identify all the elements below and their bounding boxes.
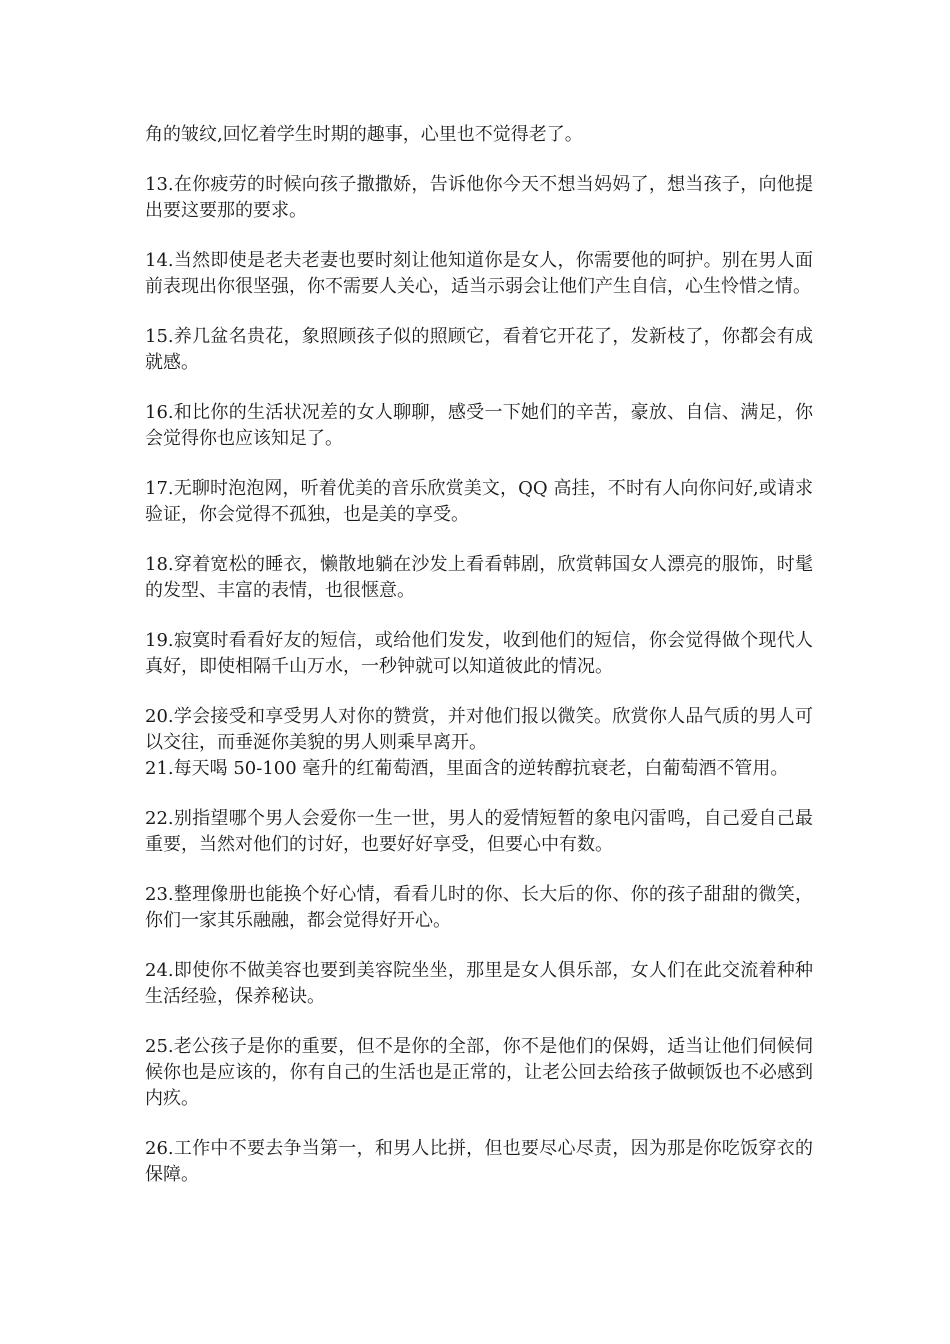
paragraph-item-20: 20.学会接受和享受男人对你的赞赏，并对他们报以微笑。欣赏你人品气质的男人可以交往，而垂涎你美貌的男人则乘早离开。 xyxy=(145,706,813,753)
paragraph-item-18: 18.穿着宽松的睡衣，懒散地躺在沙发上看看韩剧，欣赏韩国女人漂亮的服饰，时髦的发型、丰富的表情，也很惬意。 xyxy=(145,554,813,601)
paragraph-item-23: 23.整理像册也能换个好心情，看看儿时的你、长大后的你、你的孩子甜甜的微笑，你们一家其乐融融，都会觉得好开心。 xyxy=(145,884,813,931)
paragraph-item-21: 21.每天喝 50-100 毫升的红葡萄酒，里面含的逆转醇抗衰老，白葡萄酒不管用。 xyxy=(145,758,789,779)
paragraph-item-26: 26.工作中不要去争当第一，和男人比拼，但也要尽心尽责，因为那是你吃饭穿衣的保障。 xyxy=(145,1138,813,1185)
paragraph-continuation: 角的皱纹,回忆着学生时期的趣事，心里也不觉得老了。 xyxy=(145,124,583,145)
paragraph-item-22: 22.别指望哪个男人会爱你一生一世，男人的爱情短暂的象电闪雷鸣，自己爱自己最重要，当然对他们的讨好，也要好好享受，但要心中有数。 xyxy=(145,808,813,855)
paragraph-item-25: 25.老公孩子是你的重要，但不是你的全部，你不是他们的保姆，适当让他们伺候伺候你也是应该的，你有自己的生活也是正常的，让老公回去给孩子做顿饭也不必感到内疚。 xyxy=(145,1036,813,1109)
paragraph-item-13: 13.在你疲劳的时候向孩子撒撒娇，告诉他你今天不想当妈妈了，想当孩子，向他提出要这要那的要求。 xyxy=(145,174,813,221)
paragraph-item-15: 15.养几盆名贵花，象照顾孩子似的照顾它，看着它开花了，发新枝了，你都会有成就感。 xyxy=(145,326,813,373)
document-page xyxy=(145,122,813,1212)
paragraph-item-16: 16.和比你的生活状况差的女人聊聊，感受一下她们的辛苦，豪放、自信、满足，你会觉得你也应该知足了。 xyxy=(145,402,813,449)
paragraph-item-17: 17.无聊时泡泡网，听着优美的音乐欣赏美文，QQ 高挂，不时有人向你问好,或请求验证，你会觉得不孤独，也是美的享受。 xyxy=(145,478,813,525)
paragraph-item-19: 19.寂寞时看看好友的短信，或给他们发发，收到他们的短信，你会觉得做个现代人真好，即使相隔千山万水，一秒钟就可以知道彼此的情况。 xyxy=(145,630,813,677)
paragraph-item-14: 14.当然即使是老夫老妻也要时刻让他知道你是女人，你需要他的呵护。别在男人面前表现出你很坚强，你不需要人关心，适当示弱会让他们产生自信，心生怜惜之情。 xyxy=(145,250,813,297)
paragraph-item-24: 24.即使你不做美容也要到美容院坐坐，那里是女人俱乐部，女人们在此交流着种种生活经验，保养秘诀。 xyxy=(145,960,813,1007)
